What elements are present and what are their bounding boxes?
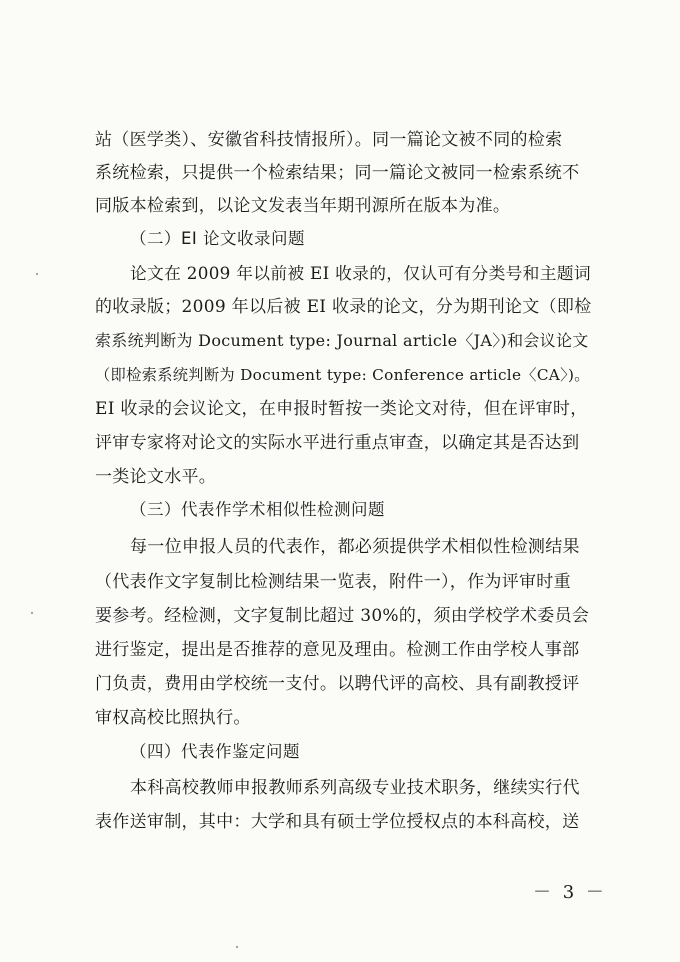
body-text-line: 评审专家将对论文的实际水平进行重点审查，以确定其是否达到 [95, 433, 580, 453]
section-heading-appraisal: （四）代表作鉴定问题 [130, 742, 300, 761]
body-text-line: 的收录版；2009 年以后被 EI 收录的论文，分为期刊论文（即检 [95, 297, 592, 317]
body-text-line: 审权高校比照执行。 [95, 708, 251, 728]
body-text-line: （即检索系统判断为 Document type: Conference article〈CA〉)。 [95, 366, 590, 384]
body-text-line: 论文在 2009 年以前被 EI 收录的，仅认可有分类号和主题词 [130, 263, 591, 283]
body-text-line: 系统检索，只提供一个检索结果；同一篇论文被同一检索系统不 [95, 163, 580, 183]
section-heading-ei-indexing: （二）EI 论文收录问题 [130, 229, 306, 248]
page-number: － 3 － [533, 882, 607, 903]
body-text-line: 同版本检索到，以论文发表当年期刊源所在版本为准。 [95, 196, 511, 216]
body-text-line: 本科高校教师申报教师系列高级专业技术职务，继续实行代 [130, 778, 580, 798]
body-text-line: 索系统判断为 Document type: Journal article〈JA〉)和会议论文 [95, 331, 589, 350]
body-text-line: 门负责，费用由学校统一支付。以聘代评的高校、具有副教授评 [95, 674, 580, 694]
body-text-line: 每一位申报人员的代表作，都必须提供学术相似性检测结果 [130, 537, 580, 557]
body-text-line: 进行鉴定，提出是否推荐的意见及理由。检测工作由学校人事部 [95, 640, 580, 660]
scan-speck [31, 612, 33, 614]
scan-speck [36, 273, 38, 275]
body-text-line: 一类论文水平。 [95, 467, 217, 487]
scan-speck [236, 946, 238, 948]
body-text-line: 要参考。经检测，文字复制比超过 30%的，须由学校学术委员会 [95, 606, 590, 626]
body-text-line: （代表作文字复制比检测结果一览表，附件一），作为评审时重 [95, 572, 571, 592]
section-heading-similarity-check: （三）代表作学术相似性检测问题 [130, 500, 385, 519]
body-text-line: 表作送审制，其中：大学和具有硕士学位授权点的本科高校，送 [95, 812, 580, 832]
body-text-line: EI 收录的会议论文，在申报时暂按一类论文对待，但在评审时， [95, 399, 588, 419]
body-text-line: 站（医学类）、安徽省科技情报所）。同一篇论文被不同的检索 [95, 130, 563, 150]
